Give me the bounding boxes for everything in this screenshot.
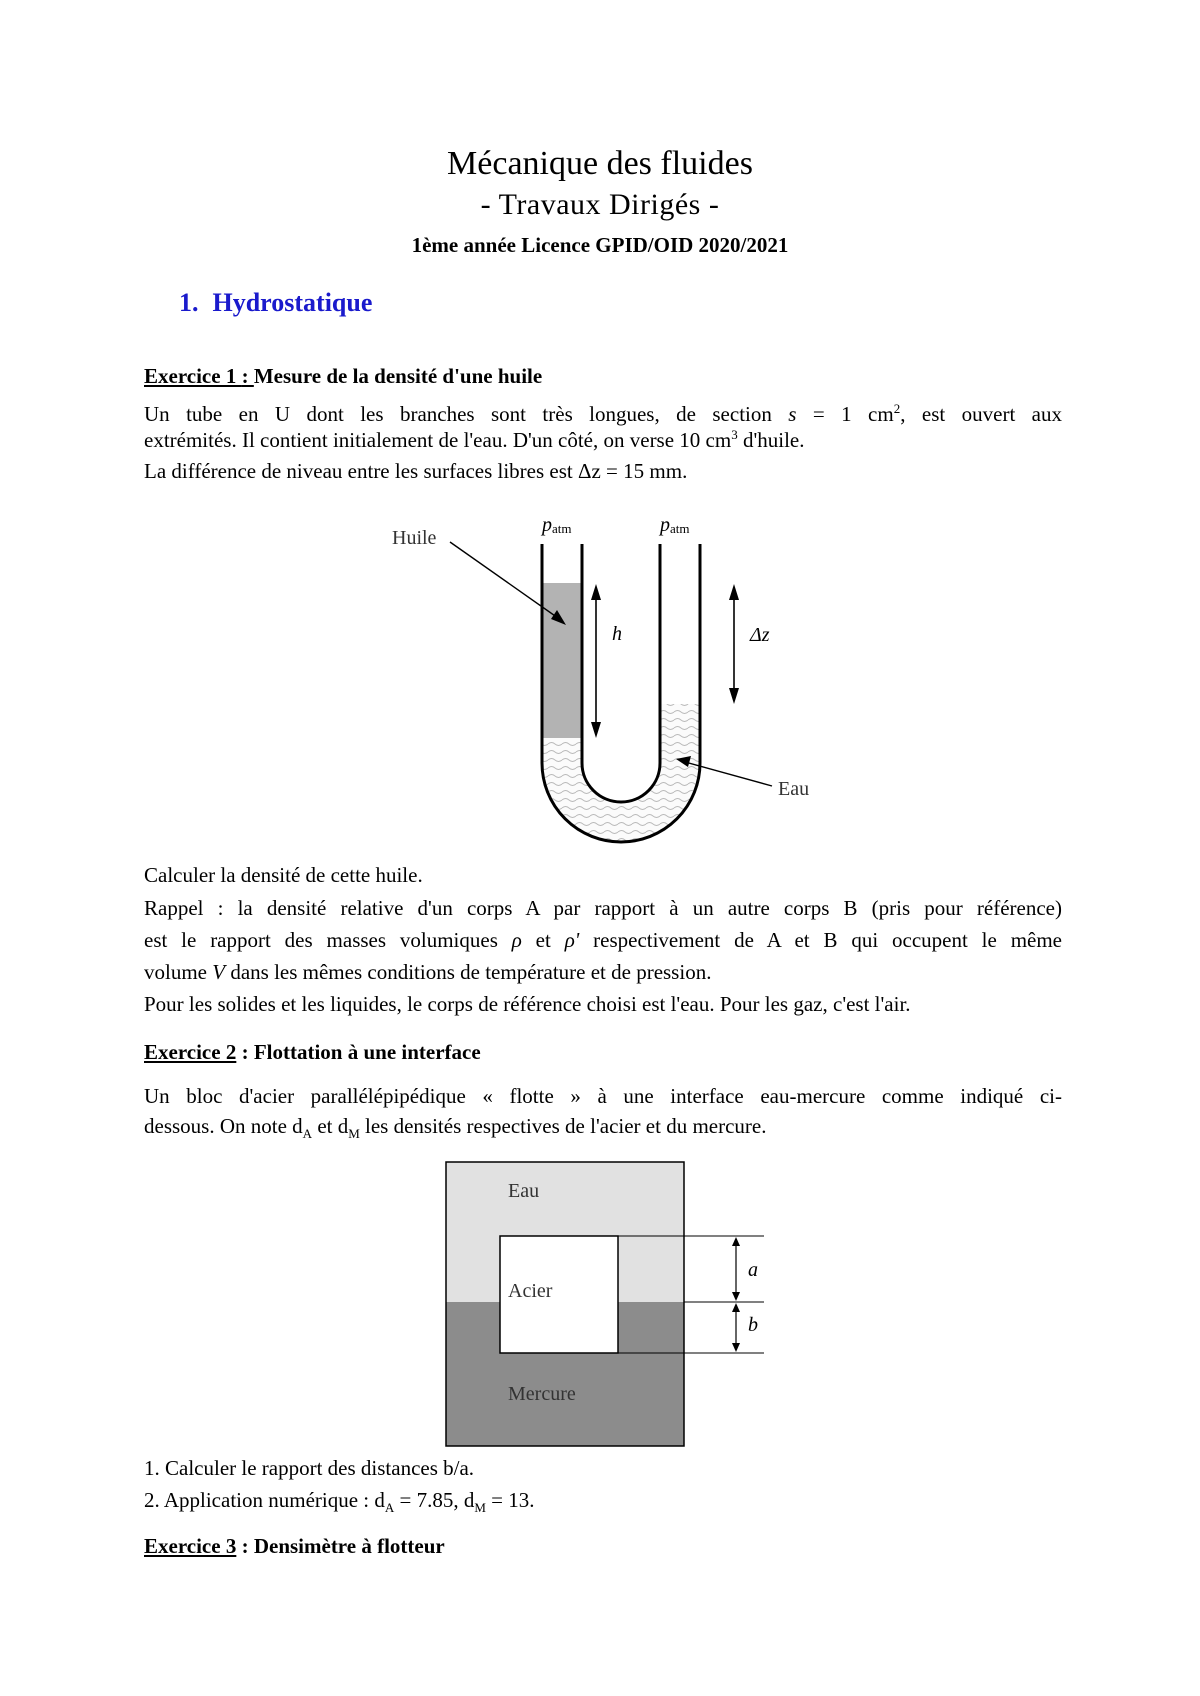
oil-column: [542, 583, 582, 738]
document-subtitle: - Travaux Dirigés -: [480, 188, 720, 221]
exercise-1-question: Calculer la densité de cette huile.: [144, 863, 423, 887]
exercise-1-line-1: Un tube en U dont les branches sont très longues, de section s = 1 $cm^2$, est ouvert aux: [144, 401, 1063, 426]
exercise-2-label: Exercice 2: [144, 1040, 237, 1064]
patm-left-label: patm: [542, 514, 572, 536]
section-number: 1.: [179, 288, 199, 317]
reminder-line-4: Pour les solides et les liquides, le corps de référence choisi est l'eau. Pour les gaz, c'est l'air.: [144, 992, 911, 1016]
a-arrow-top: [732, 1237, 740, 1246]
dz-arrow-bottom: [729, 688, 739, 704]
exercise-3-heading: Exercice 3 : Densimètre à flotteur: [144, 1534, 445, 1558]
exercise-1-title: Mesure de la densité d'une huile: [253, 364, 543, 388]
a-arrow-bottom: [732, 1292, 740, 1301]
u-tube-figure: [380, 508, 840, 858]
h-arrow-bottom: [591, 722, 601, 738]
huile-label: Huile: [392, 527, 437, 549]
dz-arrow-top: [729, 584, 739, 600]
exercise-2-title: Flottation à une interface: [253, 1040, 481, 1064]
steel-block-figure: [440, 1160, 780, 1450]
exercise-2-heading: Exercice 2 : Flottation à une interface: [144, 1040, 481, 1064]
exercise-2-line-2: dessous. On note $d_A$ et $d_M$ les densités respectives de l'acier et du mercure.: [144, 1114, 767, 1142]
mercure-label: Mercure: [508, 1383, 576, 1405]
eau-label-fig2: Eau: [508, 1180, 540, 1202]
exercise-3-label: Exercice 3: [144, 1534, 237, 1558]
exercise-1-line-2: extrémités. Il contient initialement de l'eau. D'un côté, on verse 10 $cm^3$ d'huile.: [144, 427, 805, 452]
exercise-3-title: Densimètre à flotteur: [253, 1534, 445, 1558]
exercise-1-line-3: La différence de niveau entre les surfaces libres est Δz = 15 mm.: [144, 459, 688, 483]
h-label: h: [612, 623, 622, 645]
section-heading: [179, 288, 372, 318]
exercise-1-heading: Exercice 1 : Mesure de la densité d'une huile: [144, 364, 543, 388]
exercise-2-question-1: 1. Calculer le rapport des distances b/a.: [144, 1456, 475, 1480]
exercise-2-question-2: 2. Application numérique : $d_A = 7.85$, $d_M = 13$.: [144, 1488, 535, 1516]
eau-label-fig1: Eau: [778, 778, 810, 800]
acier-label: Acier: [508, 1280, 553, 1302]
patm-right-label: patm: [660, 514, 690, 536]
reminder-line-1: Rappel : la densité relative d'un corps A par rapport à un autre corps B (pris pour référence): [144, 896, 1062, 920]
tube-inner-wall: [582, 544, 660, 802]
b-label: b: [748, 1314, 758, 1336]
b-arrow-top: [732, 1303, 740, 1312]
dz-label: Δz: [750, 624, 770, 646]
b-arrow-bottom: [732, 1343, 740, 1352]
exercise-1-label: Exercice 1: [144, 364, 242, 388]
section-title: Hydrostatique: [212, 288, 373, 317]
reminder-line-3: volume V dans les mêmes conditions de température et de pression.: [144, 960, 712, 984]
a-label: a: [748, 1259, 758, 1281]
document-title: Mécanique des fluides: [447, 145, 753, 182]
reminder-line-2: est le rapport des masses volumiques ρ et ρ' respectivement de A et B qui occupent le même: [144, 928, 1063, 952]
h-arrow-top: [591, 584, 601, 600]
exercise-2-line-1: Un bloc d'acier parallélépipédique « flotte » à une interface eau-mercure comme indiqué ci-: [144, 1084, 1062, 1108]
course-info: 1ème année Licence GPID/OID 2020/2021: [411, 233, 789, 257]
